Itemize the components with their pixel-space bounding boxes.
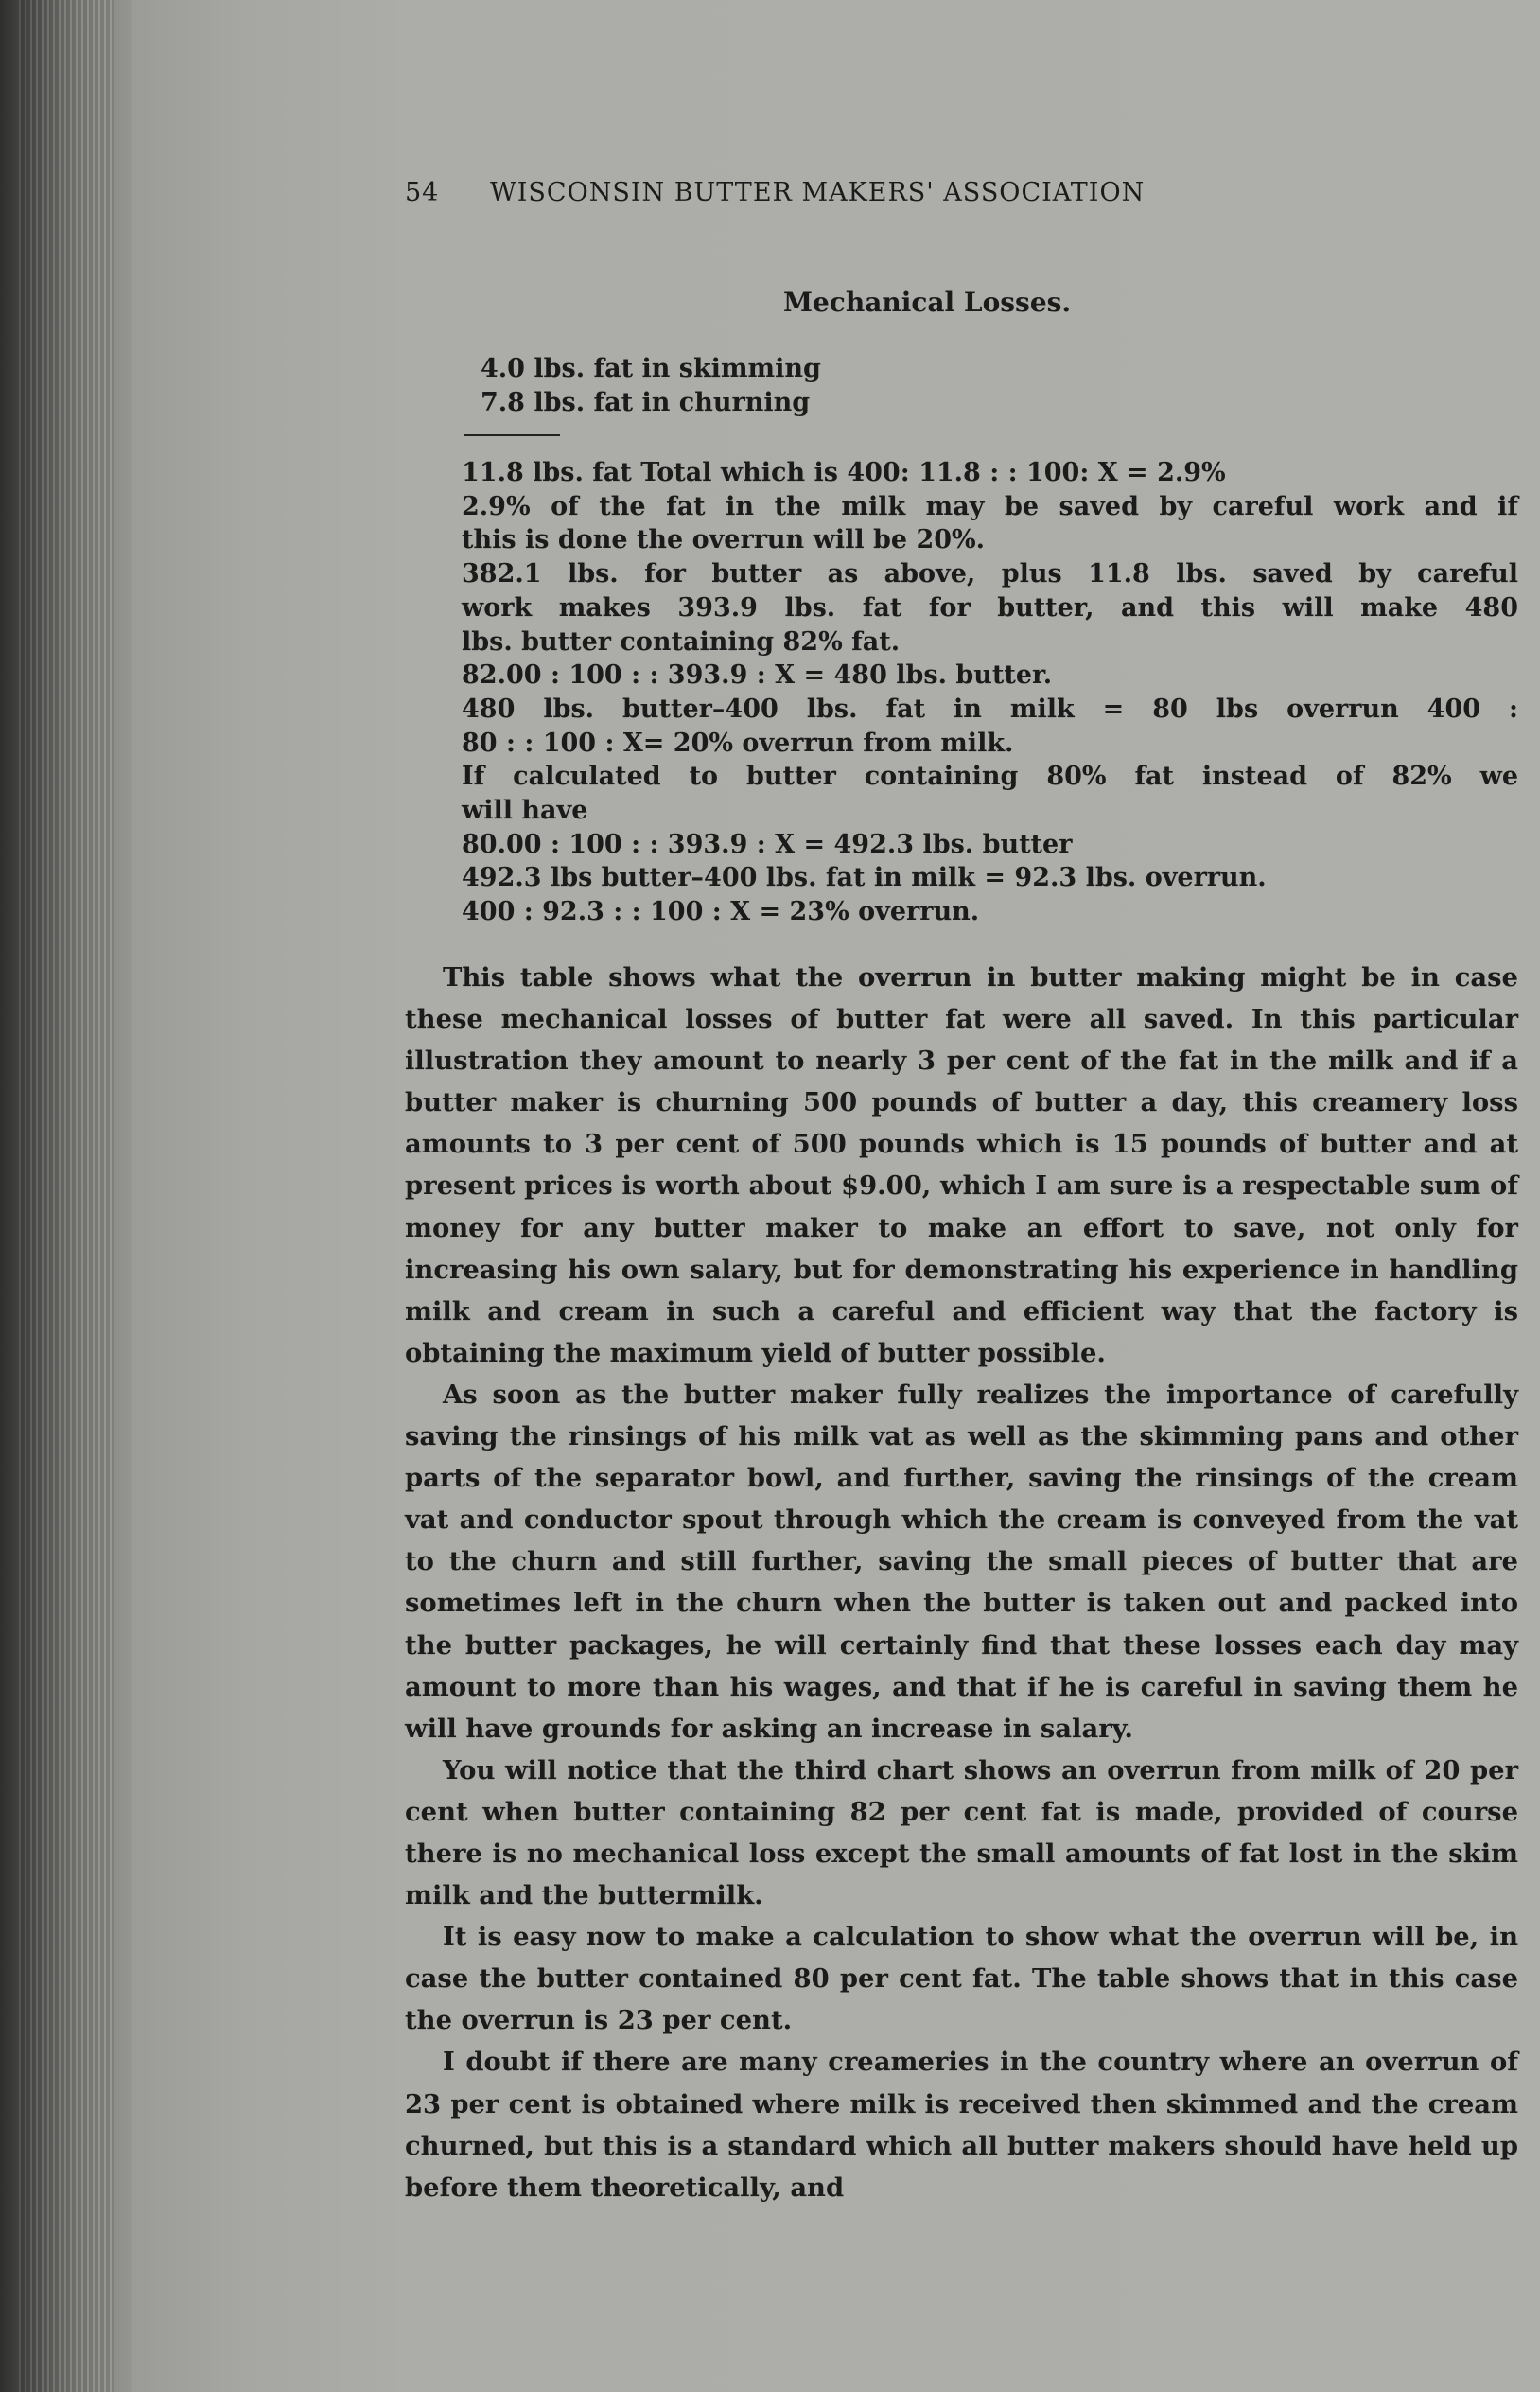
sum-rule	[464, 434, 560, 436]
paragraph: As soon as the butter maker fully realizes the importance of carefully saving the rinsings of his milk vat as well as the skimming pans and other parts of the separator bowl, and further, saving the rinsings of the cream vat and conductor spout through which the cream is conveyed from the vat to the churn and still further, saving the small pieces of butter that are sometimes left in the churn when the butter is taken out and packed into the butter packages, he will certainly find that these losses each day may amount to more than his wages, and that if he is careful in saving them he will have grounds for asking an increase in salary.	[405, 1379, 1518, 1744]
loss-list	[481, 352, 1048, 419]
calc-line: work makes 393.9 lbs. fat for butter, and this will make 480	[462, 592, 1518, 623]
page-number: 54	[405, 178, 440, 207]
calc-line: will have	[462, 796, 588, 826]
paragraph: This table shows what the overrun in butter making might be in case these mechanical losses of butter fat were all saved. In this particular illustration they amount to nearly 3 per cent of the fat in the milk and if a butter maker is churning 500 pounds of butter a day, this creamery loss amounts to 3 per cent of 500 pounds which is 15 pounds of butter and at present prices is worth about $9.00, which I am sure is a respectable sum of money for any butter maker to make an effort to save, not only for increasing his own salary, but for demonstrating his experience in handling milk and cream in such a careful and efficient way that the factory is obtaining the maximum yield of butter possible.	[405, 962, 1518, 1368]
section-title: Mechanical Losses.	[783, 287, 1072, 318]
running-head	[405, 178, 1370, 207]
calc-line: 382.1 lbs. for butter as above, plus 11.8 lbs. saved by careful	[462, 559, 1518, 589]
calc-line: 80.00 : 100 : : 393.9 : X = 492.3 lbs. butter	[462, 829, 1073, 859]
calc-line: If calculated to butter containing 80% fat instead of 82% we	[462, 762, 1518, 792]
running-head-title: WISCONSIN BUTTER MAKERS' ASSOCIATION	[490, 178, 1146, 207]
calc-line: 80 : : 100 : X= 20% overrun from milk.	[462, 728, 1014, 758]
loss-line-skimming: 4.0 lbs. fat in skimming	[481, 354, 821, 383]
calc-line: 2.9% of the fat in the milk may be saved by careful work and if	[462, 491, 1518, 521]
calc-line: 11.8 lbs. fat Total which is 400: 11.8 : : 100: X = 2.9%	[462, 458, 1226, 487]
paragraph: It is easy now to make a calculation to show what the overrun will be, in case the butter contained 80 per cent fat. The table shows that in this case the overrun is 23 per cent.	[405, 1922, 1518, 2036]
calc-line: 480 lbs. butter–400 lbs. fat in milk = 80 lbs overrun 400 :	[462, 694, 1518, 724]
calc-line: 492.3 lbs butter–400 lbs. fat in milk = 92.3 lbs. overrun.	[462, 863, 1267, 893]
calc-line: 82.00 : 100 : : 393.9 : X = 480 lbs. butter.	[462, 660, 1053, 691]
calculation-block	[462, 456, 1518, 929]
calc-line: lbs. butter containing 82% fat.	[462, 626, 901, 657]
loss-line-churning: 7.8 lbs. fat in churning	[481, 387, 811, 417]
calc-line: this is done the overrun will be 20%.	[462, 525, 986, 555]
calc-line: 400 : 92.3 : : 100 : X = 23% overrun.	[462, 897, 980, 927]
paragraph: I doubt if there are many creameries in the country where an overrun of 23 per cent is obtained where milk is received then skimmed and the cream churned, but this is a standard which all butter makers should have held up before them theoretically, and	[405, 2047, 1518, 2203]
paragraph: You will notice that the third chart shows an overrun from milk of 20 per cent when butter containing 82 per cent fat is made, provided of course there is no mechanical loss except the small amounts of fat lost in the skim milk and the buttermilk.	[405, 1754, 1518, 1911]
body-text	[405, 957, 1518, 2208]
page-edges	[19, 0, 114, 2392]
